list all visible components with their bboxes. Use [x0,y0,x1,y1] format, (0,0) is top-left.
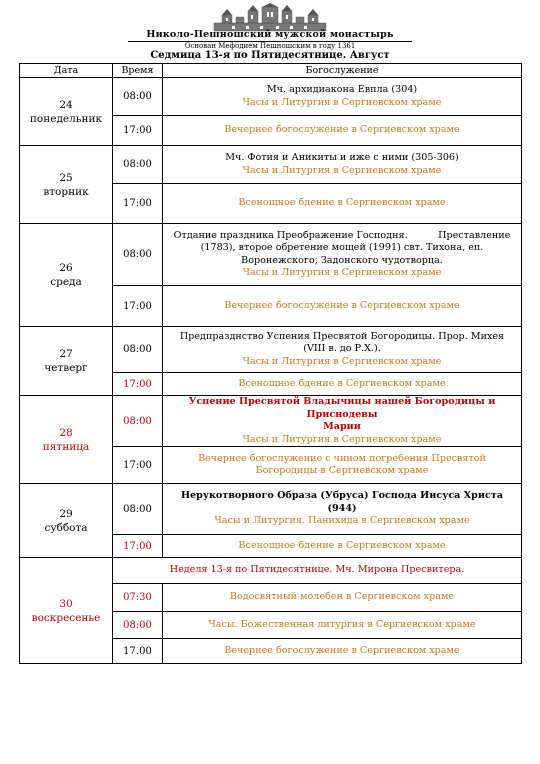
weekday: пятница [42,440,90,453]
service-line: Успение Пресвятой Владычицы нашей Богородицы и Приснодевы [188,396,496,420]
service-cell [163,327,522,373]
page-header [0,0,540,64]
table-row [20,327,522,373]
weekday: понедельник [29,112,103,125]
service-line: Вечернее богослужение с чином погребения Пресвятой [198,452,486,464]
table-header-row [20,64,522,78]
service-cell [163,639,522,664]
time-cell: 17:00 [113,447,163,484]
column-header-time: Время [113,64,163,78]
service-line: Предпразднство Успения Пресвятой Богородицы. Прор. Михея [179,330,505,342]
service-line: Воронежского, Задонского чудотворца. [241,254,443,266]
service-line: Нерукотворного Образа (Убруса) Господа Иисуса Христа (944) [180,490,504,514]
service-line: Часы и Литургия в Сергиевском храме [242,96,442,108]
service-line: Всенощное бдение в Сергиевском храме [238,197,446,209]
service-cell [163,116,522,146]
time-cell: 08:00 [113,484,163,535]
day-number: 28 [59,426,73,439]
day-number: 27 [59,348,73,360]
column-header-date: Дата [20,64,113,78]
time-cell: 17:00 [113,535,163,558]
service-line: (VIII в. до Р.Х.). [303,343,381,355]
service-line: Вечернее богослужение в Сергиевском храме [224,124,460,136]
service-line: Часы и Литургия в Сергиевском храме [242,433,442,445]
table-row [20,484,522,535]
table-row [20,224,522,286]
weekday: воскресенье [31,611,101,624]
service-line: Богородицы в Сергиевском храме [255,465,429,476]
service-line: Водосвятный молебен в Сергиевском храме [229,591,455,603]
service-cell [163,224,522,286]
service-line: Часы и Литургия в Сергиевском храме [242,164,442,176]
date-cell [20,327,113,396]
time-cell: 17.00 [113,639,163,664]
table-row [20,78,522,116]
service-cell [163,612,522,639]
service-line: Часы и Литургия в Сергиевском храме [242,267,442,278]
day-number: 29 [59,507,73,520]
service-cell [163,373,522,396]
date-cell [20,146,113,224]
service-line: Марии [323,421,361,432]
service-line: (1783), второе обретение мощей (1991) свт. Тихона, еп. [200,242,484,253]
time-cell: 07:30 [113,584,163,612]
day-number: 24 [59,98,73,111]
date-cell [20,78,113,146]
service-line: Часы и Литургия в Сергиевском храме [242,355,442,367]
service-cell [163,584,522,612]
time-cell: 17:00 [113,373,163,396]
time-cell: 17:00 [113,116,163,146]
date-cell [20,558,113,664]
day-number: 26 [59,262,73,274]
column-header-service: Богослужение [163,64,522,78]
service-line: Часы и Литургия. Панихида в Сергиевском храме [214,515,470,527]
service-line: Всенощное бдение в Сергиевском храме [238,377,446,389]
monastery-name: Николо-Пешношский мужской монастырь [146,29,394,40]
service-cell [163,535,522,558]
feast-cell [113,558,522,584]
week-title: Седмица 13-я по Пятидесятнице. Август [150,50,390,61]
time-cell: 08:00 [113,78,163,116]
time-cell: 08:00 [113,396,163,447]
service-cell [163,484,522,535]
date-cell [20,396,113,484]
service-line: Мч. Фотия и Аникиты и иже с ними (305-306) [225,152,459,163]
service-cell [163,286,522,327]
date-cell [20,484,113,558]
service-line: Всенощное бдение в Сергиевском храме [238,539,446,551]
date-cell [20,224,113,327]
service-cell [163,447,522,484]
table-row [20,396,522,447]
feast-title: Неделя 13-я по Пятидесятнице. Мч. Мирона Пресвитера. [169,564,465,576]
service-line: Отдание праздника Преображение Господня. Преставление [173,229,511,241]
time-cell: 17:00 [113,184,163,224]
service-cell [163,78,522,116]
day-number: 25 [59,171,73,184]
service-line: Вечернее богослужение в Сергиевском храме [224,644,460,656]
time-cell: 08:00 [113,146,163,184]
weekday: среда [50,276,82,288]
weekday: вторник [43,185,89,198]
time-cell: 08:00 [113,224,163,286]
schedule-table [19,63,522,664]
weekday: четверг [44,362,88,374]
service-line: Мч. архидиакона Евпла (304) [266,84,418,95]
service-cell [163,146,522,184]
service-cell [163,396,522,447]
time-cell: 17:00 [113,286,163,327]
service-cell [163,184,522,224]
time-cell: 08:00 [113,327,163,373]
table-row [20,558,522,584]
service-line: Вечернее богослужение в Сергиевском храме [224,299,460,311]
table-row [20,146,522,184]
service-line: Часы. Божественная литургия в Сергиевском храме [208,618,476,630]
time-cell: 08:00 [113,612,163,639]
weekday: суббота [44,521,88,534]
founded-note: Основан Мефодием Пешношским в году 1361 [184,42,356,50]
day-number: 30 [59,597,73,610]
